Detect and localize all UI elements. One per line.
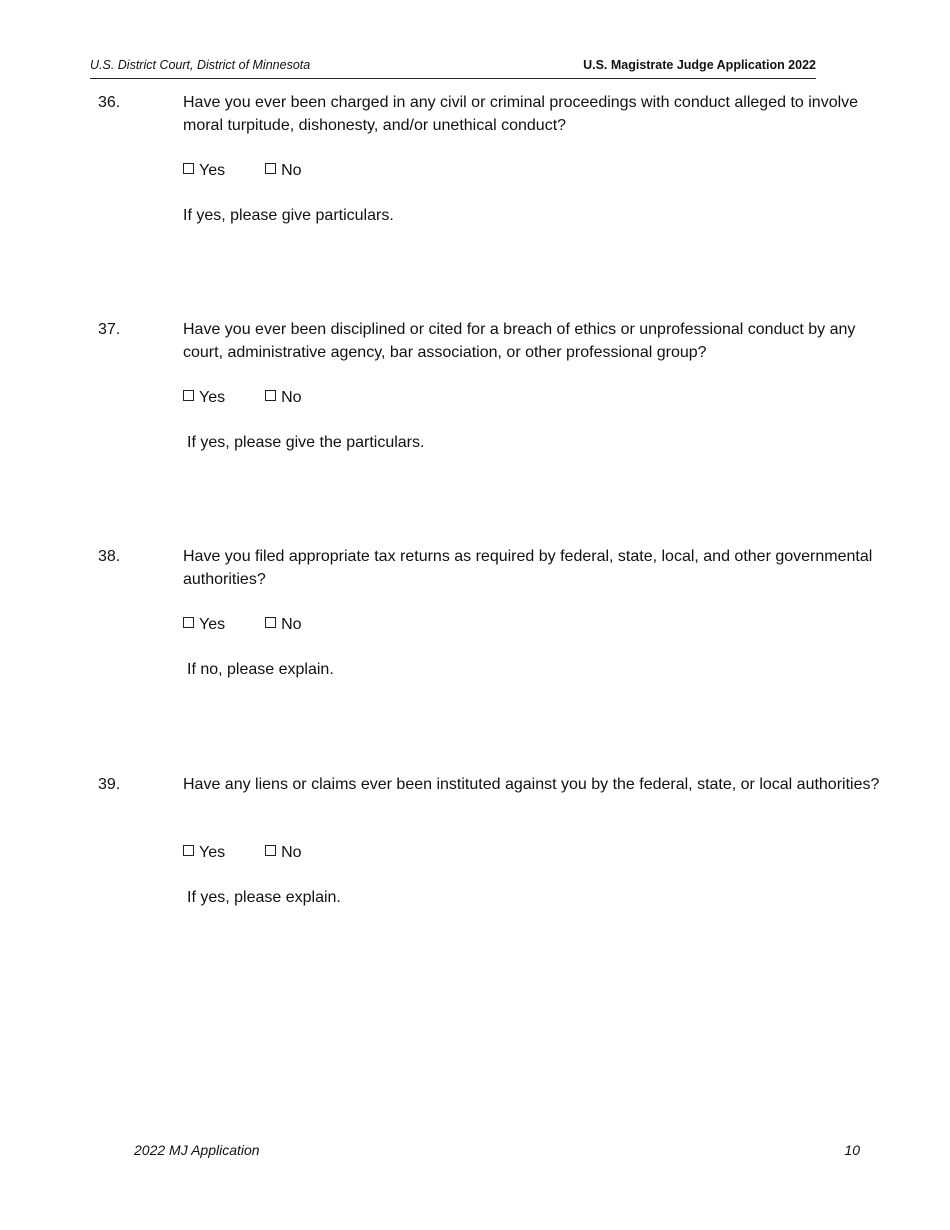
- question-text: Have any liens or claims ever been instituted against you by the federal, state, or local authorities?: [183, 776, 880, 793]
- question-number: 38.: [98, 548, 121, 565]
- court-name: U.S. District Court, District of Minnesota: [90, 58, 311, 72]
- question-number: 37.: [98, 321, 121, 338]
- yes-no-options: [183, 159, 342, 182]
- page-footer: [134, 1142, 860, 1164]
- no-option[interactable]: [265, 386, 301, 409]
- no-checkbox[interactable]: [265, 845, 276, 856]
- yes-option[interactable]: [183, 386, 225, 409]
- yes-label: Yes: [199, 844, 226, 861]
- question-text: Have you ever been disciplined or cited for a breach of ethics or unprofessional conduct by any court, administrative agency, bar association, or other professional group?: [183, 321, 856, 361]
- no-label: No: [281, 844, 302, 861]
- followup-prompt: If no, please explain.: [187, 661, 334, 678]
- no-label: No: [281, 162, 302, 179]
- page-header: [90, 56, 816, 79]
- question-text: Have you ever been charged in any civil or criminal proceedings with conduct alleged to involve moral turpitude, dishonesty, and/or unethical conduct?: [183, 94, 859, 134]
- no-checkbox[interactable]: [265, 390, 276, 401]
- question-text: Have you filed appropriate tax returns as required by federal, state, local, and other governmental authorities?: [183, 548, 873, 588]
- yes-option[interactable]: [183, 613, 225, 636]
- yes-option[interactable]: [183, 841, 225, 864]
- no-option[interactable]: [265, 613, 301, 636]
- question-number: 36.: [98, 94, 121, 111]
- yes-label: Yes: [199, 389, 226, 406]
- followup-prompt: If yes, please give particulars.: [183, 207, 394, 224]
- yes-no-options: [183, 386, 342, 409]
- document-title: U.S. Magistrate Judge Application 2022: [583, 58, 816, 72]
- followup-prompt: If yes, please give the particulars.: [187, 434, 425, 451]
- yes-checkbox[interactable]: [183, 617, 194, 628]
- yes-label: Yes: [199, 616, 226, 633]
- yes-no-options: [183, 613, 342, 636]
- yes-checkbox[interactable]: [183, 163, 194, 174]
- no-label: No: [281, 616, 302, 633]
- no-option[interactable]: [265, 159, 301, 182]
- question-number: 39.: [98, 776, 121, 793]
- no-checkbox[interactable]: [265, 163, 276, 174]
- yes-checkbox[interactable]: [183, 390, 194, 401]
- yes-no-options: [183, 841, 342, 864]
- followup-prompt: If yes, please explain.: [187, 889, 341, 906]
- yes-label: Yes: [199, 162, 226, 179]
- no-checkbox[interactable]: [265, 617, 276, 628]
- no-option[interactable]: [265, 841, 301, 864]
- yes-checkbox[interactable]: [183, 845, 194, 856]
- yes-option[interactable]: [183, 159, 225, 182]
- footer-title: 2022 MJ Application: [134, 1142, 260, 1158]
- no-label: No: [281, 389, 302, 406]
- page-number: 10: [844, 1142, 860, 1158]
